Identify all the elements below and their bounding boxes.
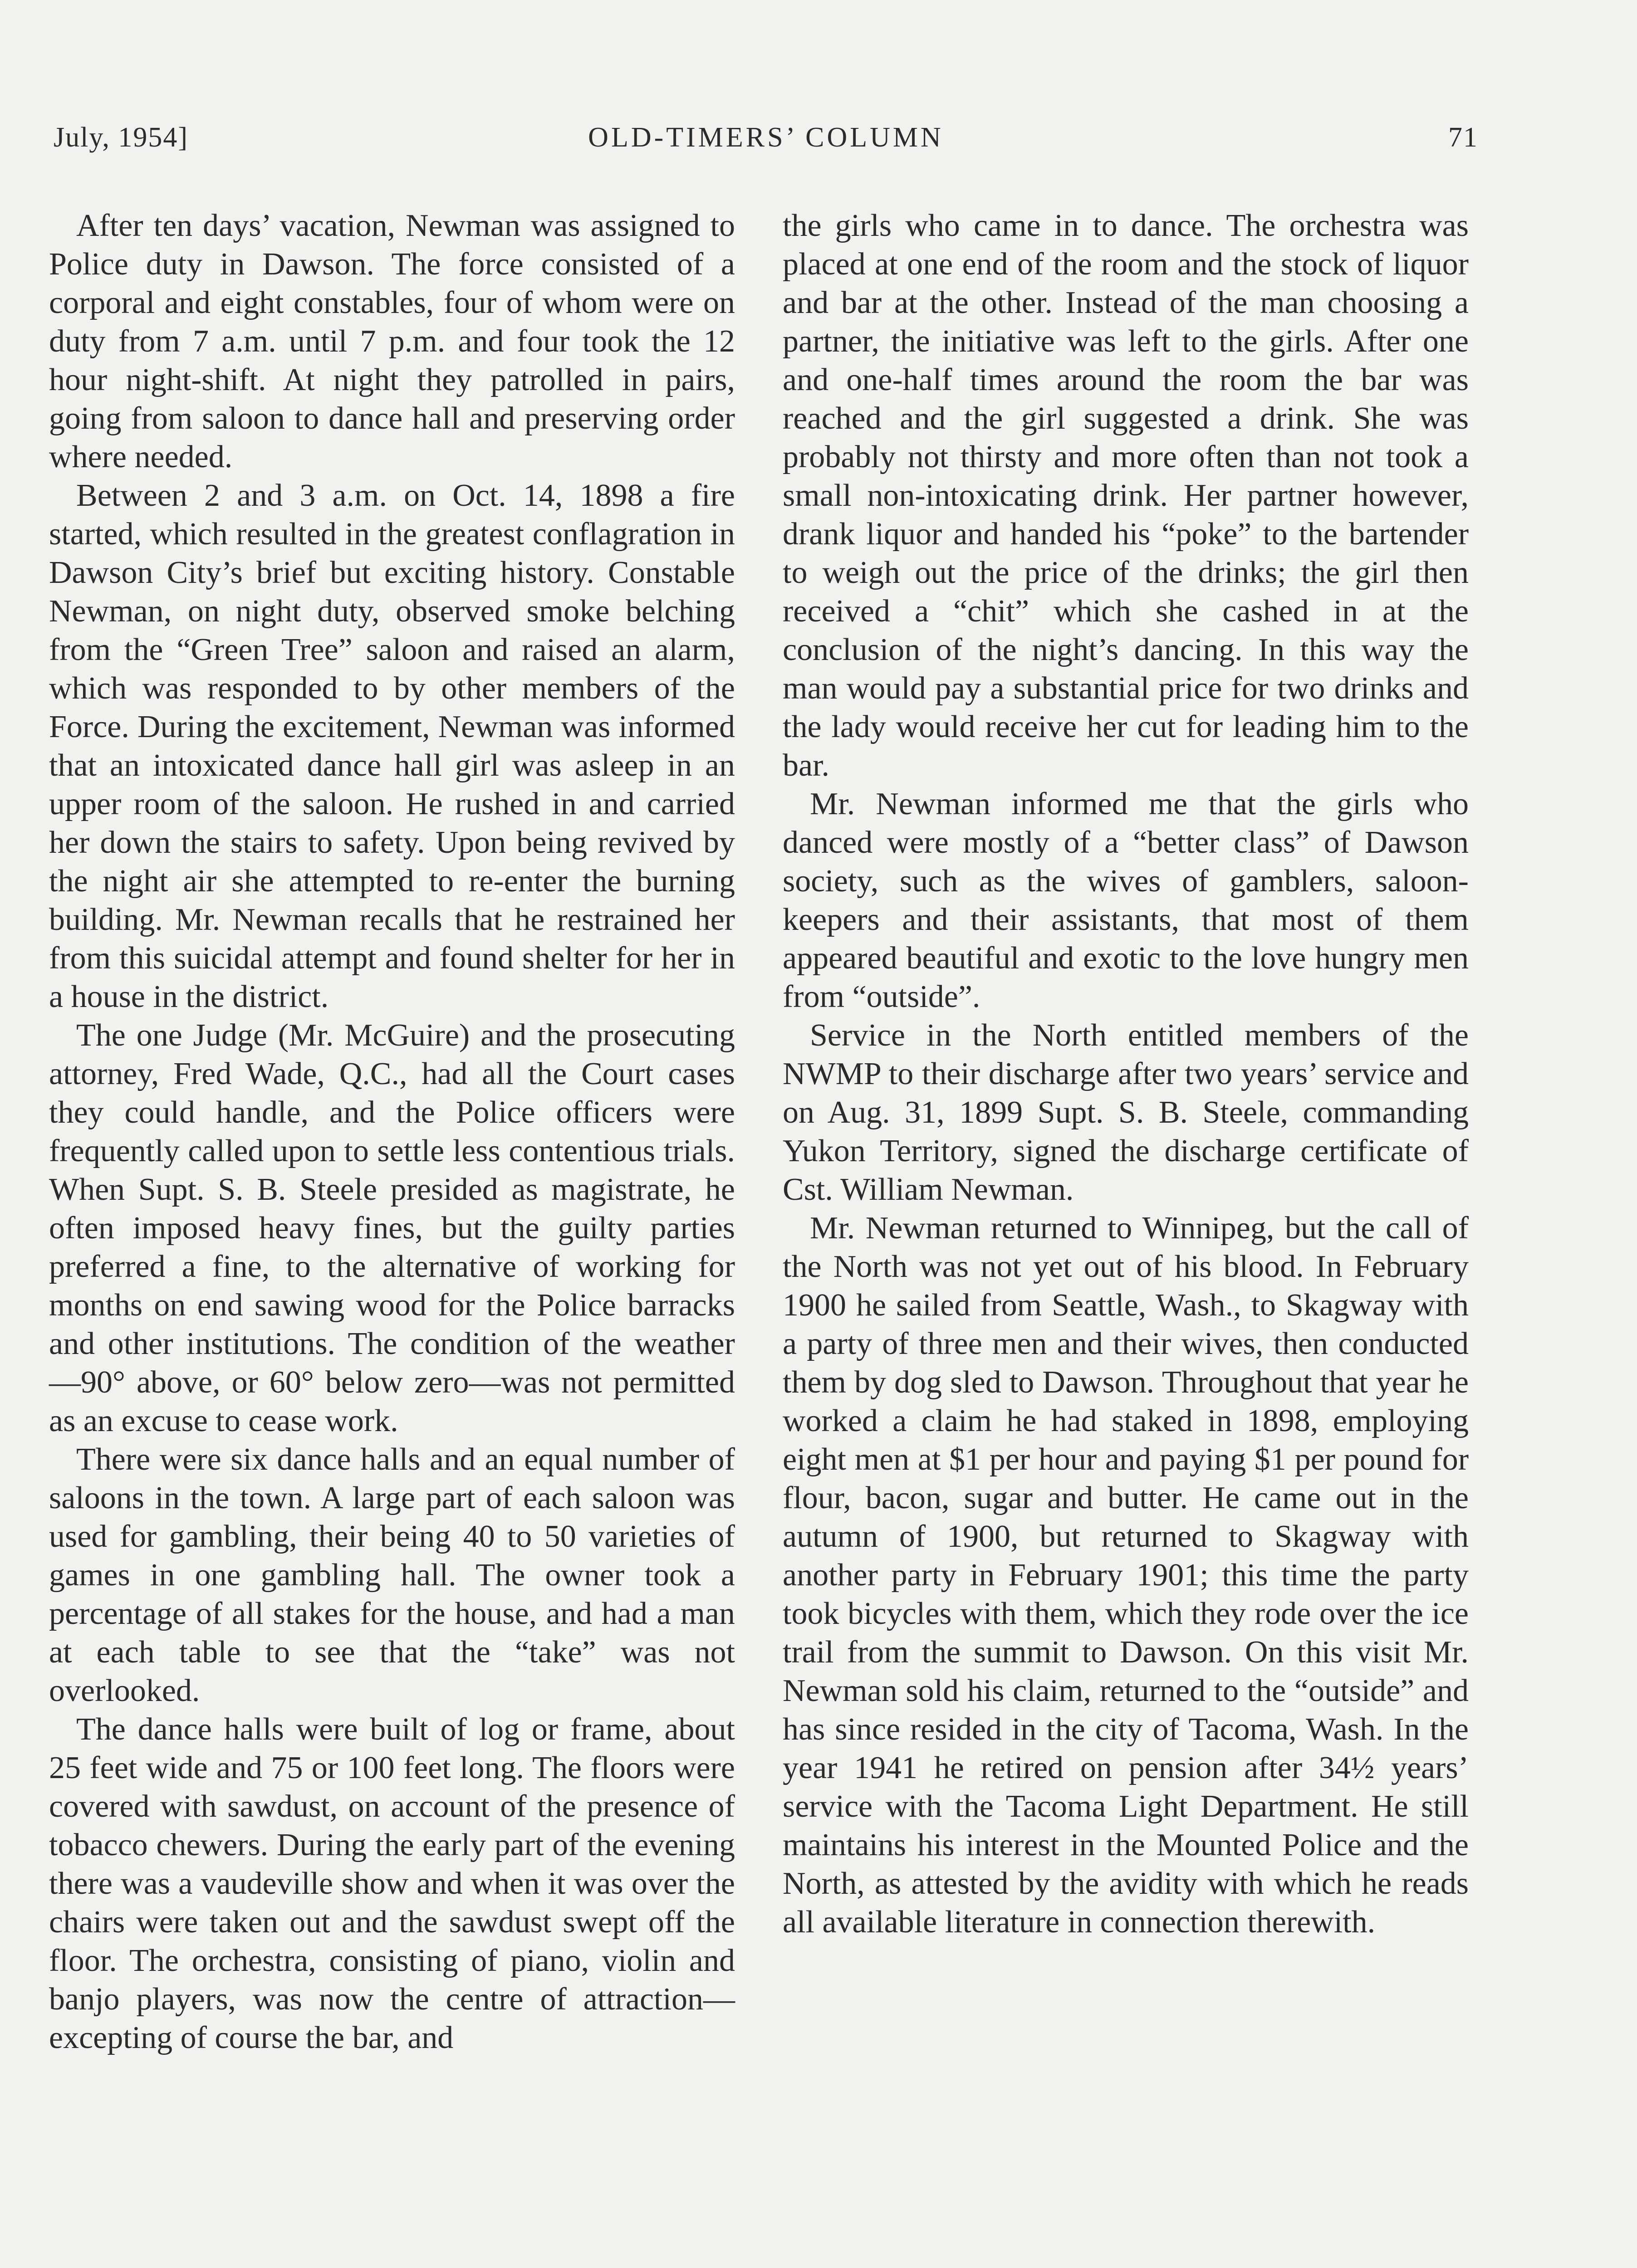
paragraph: There were six dance halls and an equal number of saloons in the town. A large part of each saloon was used for gambling, their being 40 to 50 varieties of games in one gambling hall. The owner took a percentage of all stakes for the house, and had a man at each table to see that the “take” was not overlooked. (49, 1442, 735, 1708)
paragraph: After ten days’ vacation, Newman was assigned to Police duty in Dawson. The force consisted of a corporal and eight constables, four of whom were on duty from 7 a.m. until 7 p.m. and four took the 12 hour night-shift. At night they patrolled in pairs, going from saloon to dance hall and preserving order where needed. (49, 208, 735, 474)
paragraph: Between 2 and 3 a.m. on Oct. 14, 1898 a fire started, which resulted in the greatest conflagration in Dawson City’s brief but exciting history. Constable Newman, on night duty, observed smoke belching from the “Green Tree” saloon and raised an alarm, which was responded to by other members of the Force. During the excitement, Newman was informed that an intoxicated dance hall girl was asleep in an upper room of the saloon. He rushed in and carried her down the stairs to safety. Upon being revived by the night air she attempted to re-enter the burning building. Mr. Newman recalls that he restrained her from this suicidal attempt and found shelter for her in a house in the district. (49, 478, 735, 1014)
paragraph: Mr. Newman returned to Winnipeg, but the call of the North was not yet out of his blood. In February 1900 he sailed from Seattle, Wash., to Skagway with a party of three men and their wives, then conducted them by dog sled to Dawson. Throughout that year he worked a claim he had staked in 1898, employing eight men at $1 per hour and paying $1 per pound for flour, bacon, sugar and butter. He came out in the autumn of 1900, but returned to Skagway with another party in February 1901; this time the party took bicycles with them, which they rode over the ice trail from the summit to Dawson. On this visit Mr. Newman sold his claim, returned to the “outside” and has since resided in the city of Tacoma, Wash. In the year 1941 he retired on pension after 34½ years’ service with the Tacoma Light Department. He still maintains his interest in the Mounted Police and the North, as attested by the avidity with which he reads all available literature in connection therewith. (783, 1211, 1469, 1940)
paragraph: The one Judge (Mr. McGuire) and the prosecuting attorney, Fred Wade, Q.C., had all the Court cases they could handle, and the Police officers were frequently called upon to settle less contentious trials. When Supt. S. B. Steele presided as magistrate, he often imposed heavy fines, but the guilty parties preferred a fine, to the alternative of working for months on end sawing wood for the Police barracks and other institutions. The condition of the weather —90° above, or 60° below zero—was not permitted as an excuse to cease work. (49, 1018, 735, 1438)
paragraph: Mr. Newman informed me that the girls who danced were mostly of a “better class” of Dawson society, such as the wives of gamblers, saloon-keepers and their assistants, that most of them appeared beautiful and exotic to the love hungry men from “outside”. (783, 787, 1469, 1014)
running-header (54, 122, 1478, 167)
right-text-column (783, 206, 1469, 1941)
paragraph: the girls who came in to dance. The orchestra was placed at one end of the room and the stock of liquor and bar at the other. Instead of the man choosing a partner, the initiative was left to the girls. After one and one-half times around the room the bar was reached and the girl suggested a drink. She was probably not thirsty and more often than not took a small non-intoxicating drink. Her partner however, drank liquor and handed his “poke” to the bartender to weigh out the price of the drinks; the girl then received a “chit” which she cashed in at the conclusion of the night’s dancing. In this way the man would pay a substantial price for two drinks and the lady would receive her cut for leading him to the bar. (783, 208, 1469, 783)
issue-date: July, 1954] (54, 122, 188, 153)
page-number: 71 (1448, 122, 1478, 153)
paragraph: Service in the North entitled members of the NWMP to their discharge after two years’ service and on Aug. 31, 1899 Supt. S. B. Steele, commanding Yukon Territory, signed the discharge certificate of Cst. William Newman. (783, 1018, 1469, 1207)
left-text-column (49, 206, 735, 2057)
paragraph: The dance halls were built of log or frame, about 25 feet wide and 75 or 100 feet long. The floors were covered with sawdust, on account of the presence of tobacco chewers. During the early part of the evening there was a vaudeville show and when it was over the chairs were taken out and the sawdust swept off the floor. The orchestra, consisting of piano, violin and banjo players, was now the centre of attraction—excepting of course the bar, and (49, 1712, 735, 2055)
column-title: OLD-TIMERS’ COLUMN (588, 122, 944, 153)
